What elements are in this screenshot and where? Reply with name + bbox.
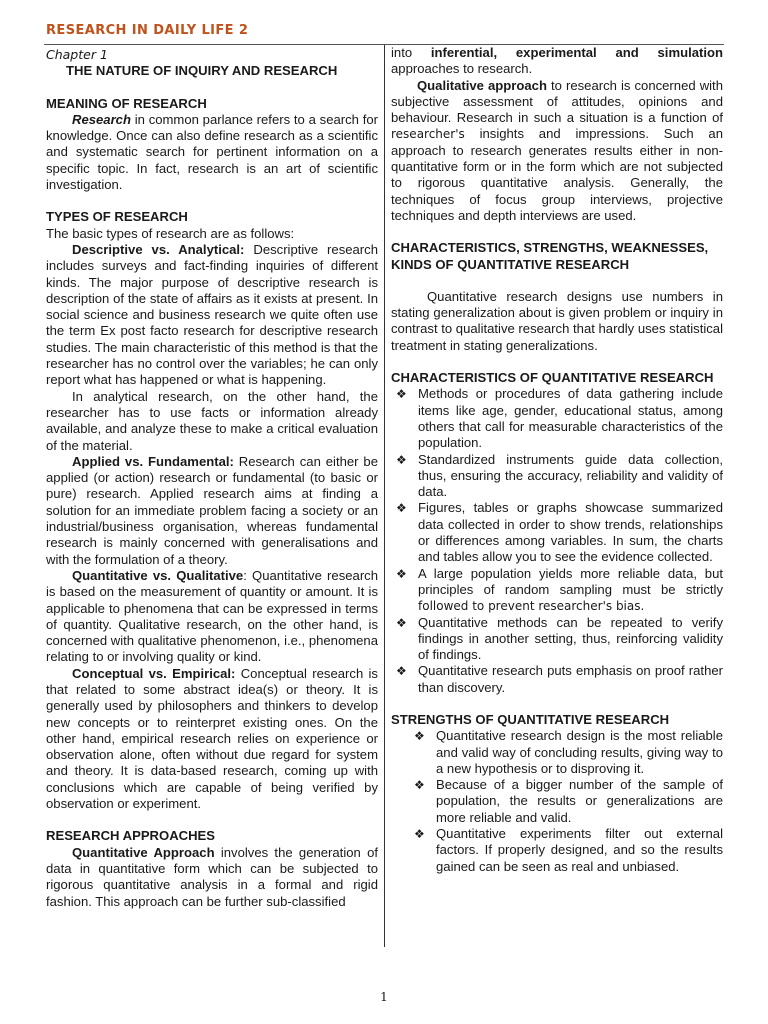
list-item: ❖ Figures, tables or graphs showcase summarized data collected in order to show trends, relationships or differences among variables. In sum, the charts and tables allow you to see the evidence collected. (396, 500, 723, 565)
diamond-bullet-icon: ❖ (396, 501, 407, 516)
diamond-bullet-icon: ❖ (414, 729, 425, 744)
column-divider (384, 45, 385, 947)
list-item: ❖ Quantitative methods can be repeated to verify findings in another setting, thus, reinforcing validity of findings. (396, 614, 723, 663)
strengths-list (391, 728, 723, 875)
types-intro: The basic types of research are as follows: (46, 225, 295, 241)
left-column (46, 45, 378, 910)
quantitative-paragraph: Quantitative vs. Qualitative: Quantitative research is based on the measurement of quantity or amount. It is applicable to phenomena that can be expressed in terms of quantity. Qualitative research, on the other hand, is concerned with qualitative phenomenon, i.e., phenomena relating to or involving quality or kind. (46, 567, 379, 665)
characteristics-heading: CHARACTERISTICS OF QUANTITATIVE RESEARCH (391, 370, 714, 386)
meaning-paragraph: Research in common parlance refers to a search for knowledge. Once can also define research as a scientific and systematic search for pertinent information on a specific topic. In fact, research is an art of scientific investigation. (46, 111, 378, 193)
list-item: ❖ Methods or procedures of data gathering include items like age, gender, educational status, among others that call for measurable characteristics of the population. (396, 386, 723, 451)
list-item: ❖ Quantitative research puts emphasis on proof rather than discovery. (396, 663, 723, 695)
list-item: ❖ Quantitative experiments filter out external factors. If properly designed, and so the results gained can be seen as real and unbiased. (414, 826, 723, 874)
list-item: ❖ Because of a bigger number of the sample of population, the results or generalizations are more reliable and valid. (414, 777, 723, 825)
strengths-heading: STRENGTHS OF QUANTITATIVE RESEARCH (391, 711, 670, 727)
analytical-paragraph: In analytical research, on the other hand, the researcher has to use facts or information already available, and analyze these to make a critical evaluation of the material. (46, 388, 378, 453)
characteristics-strengths-heading: CHARACTERISTICS, STRENGTHS, WEAKNESSES, KINDS OF QUANTITATIVE RESEARCH (391, 240, 709, 272)
quantitative-approach-paragraph: Quantitative Approach involves the generation of data in quantitative form which can be subjected to rigorous quantitative analysis in a formal and rigid fashion. This approach can be further sub-classified (46, 844, 378, 909)
types-heading: TYPES OF RESEARCH (46, 209, 188, 225)
list-item: ❖ Standardized instruments guide data collection, thus, ensuring the accuracy, reliability and validity of data. (396, 451, 723, 500)
characteristics-list (391, 386, 723, 696)
page-number: 1 (380, 990, 388, 1004)
right-column (391, 45, 723, 875)
quantitative-intro-paragraph: Quantitative research designs use numbers in stating generalization about is given problem or inquiry in contrast to qualitative research that hardly uses statistical treatment in stating generalizations. (391, 288, 723, 353)
descriptive-paragraph: Descriptive vs. Analytical: Descriptive research includes surveys and fact-finding inquiries of different kinds. The major purpose of descriptive research is description of the state of affairs as it exists at present. In social science and business research we quite often use the term Ex post facto research for descriptive research studies. The main characteristic of this method is that the researcher has no control over the variables; he can only report what has happened or what is happening. (46, 241, 379, 388)
diamond-bullet-icon: ❖ (414, 778, 425, 793)
diamond-bullet-icon: ❖ (396, 566, 407, 581)
qualitative-approach-paragraph: Qualitative approach to research is concerned with subjective assessment of attitudes, opinions and behaviour. Research in such a situation is a function of researcher's insights and impressions. Such an approach to research generates results either in non-quantitative form or in the form which are not subjected to rigorous quantitative analysis. Generally, the techniques of focus group interviews, projective techniques and depth interviews are used. (391, 77, 723, 223)
chapter-title: THE NATURE OF INQUIRY AND RESEARCH (66, 63, 338, 79)
list-item: ❖ A large population yields more reliable data, but principles of random sampling must be strictly followed to prevent researcher's bias. (396, 565, 723, 614)
diamond-bullet-icon: ❖ (414, 827, 425, 842)
approaches-heading: RESEARCH APPROACHES (46, 828, 216, 844)
chapter-label: Chapter 1 (46, 47, 108, 62)
diamond-bullet-icon: ❖ (396, 452, 407, 467)
diamond-bullet-icon: ❖ (396, 387, 407, 402)
list-item: ❖ Quantitative research design is the most reliable and valid way of concluding results, giving way to a new hypothesis or to disproving it. (414, 728, 723, 776)
diamond-bullet-icon: ❖ (396, 664, 407, 679)
diamond-bullet-icon: ❖ (396, 615, 407, 630)
applied-paragraph: Applied vs. Fundamental: Research can either be applied (or action) research or fundamental (to basic or pure) research. Applied research aims at finding a solution for an immediate problem facing a society or an industrial/business organisation, whereas fundamental research is mainly concerned with generalisations and with the formulation of a theory. (46, 453, 378, 567)
conceptual-paragraph: Conceptual vs. Empirical: Conceptual research is that related to some abstract idea(s) or theory. It is generally used by philosophers and thinkers to develop new concepts or to reinterpret existing ones. On the other hand, empirical research relies on experience or observation alone, often without due regard for system and theory. It is data-based research, coming up with conclusions which are capable of being verified by observation or experiment. (46, 665, 378, 812)
approaches-continuation: into inferential, experimental and simulation approaches to research. (391, 45, 723, 77)
page-header: RESEARCH IN DAILY LIFE 2 (46, 23, 249, 38)
meaning-heading: MEANING OF RESEARCH (46, 95, 207, 111)
